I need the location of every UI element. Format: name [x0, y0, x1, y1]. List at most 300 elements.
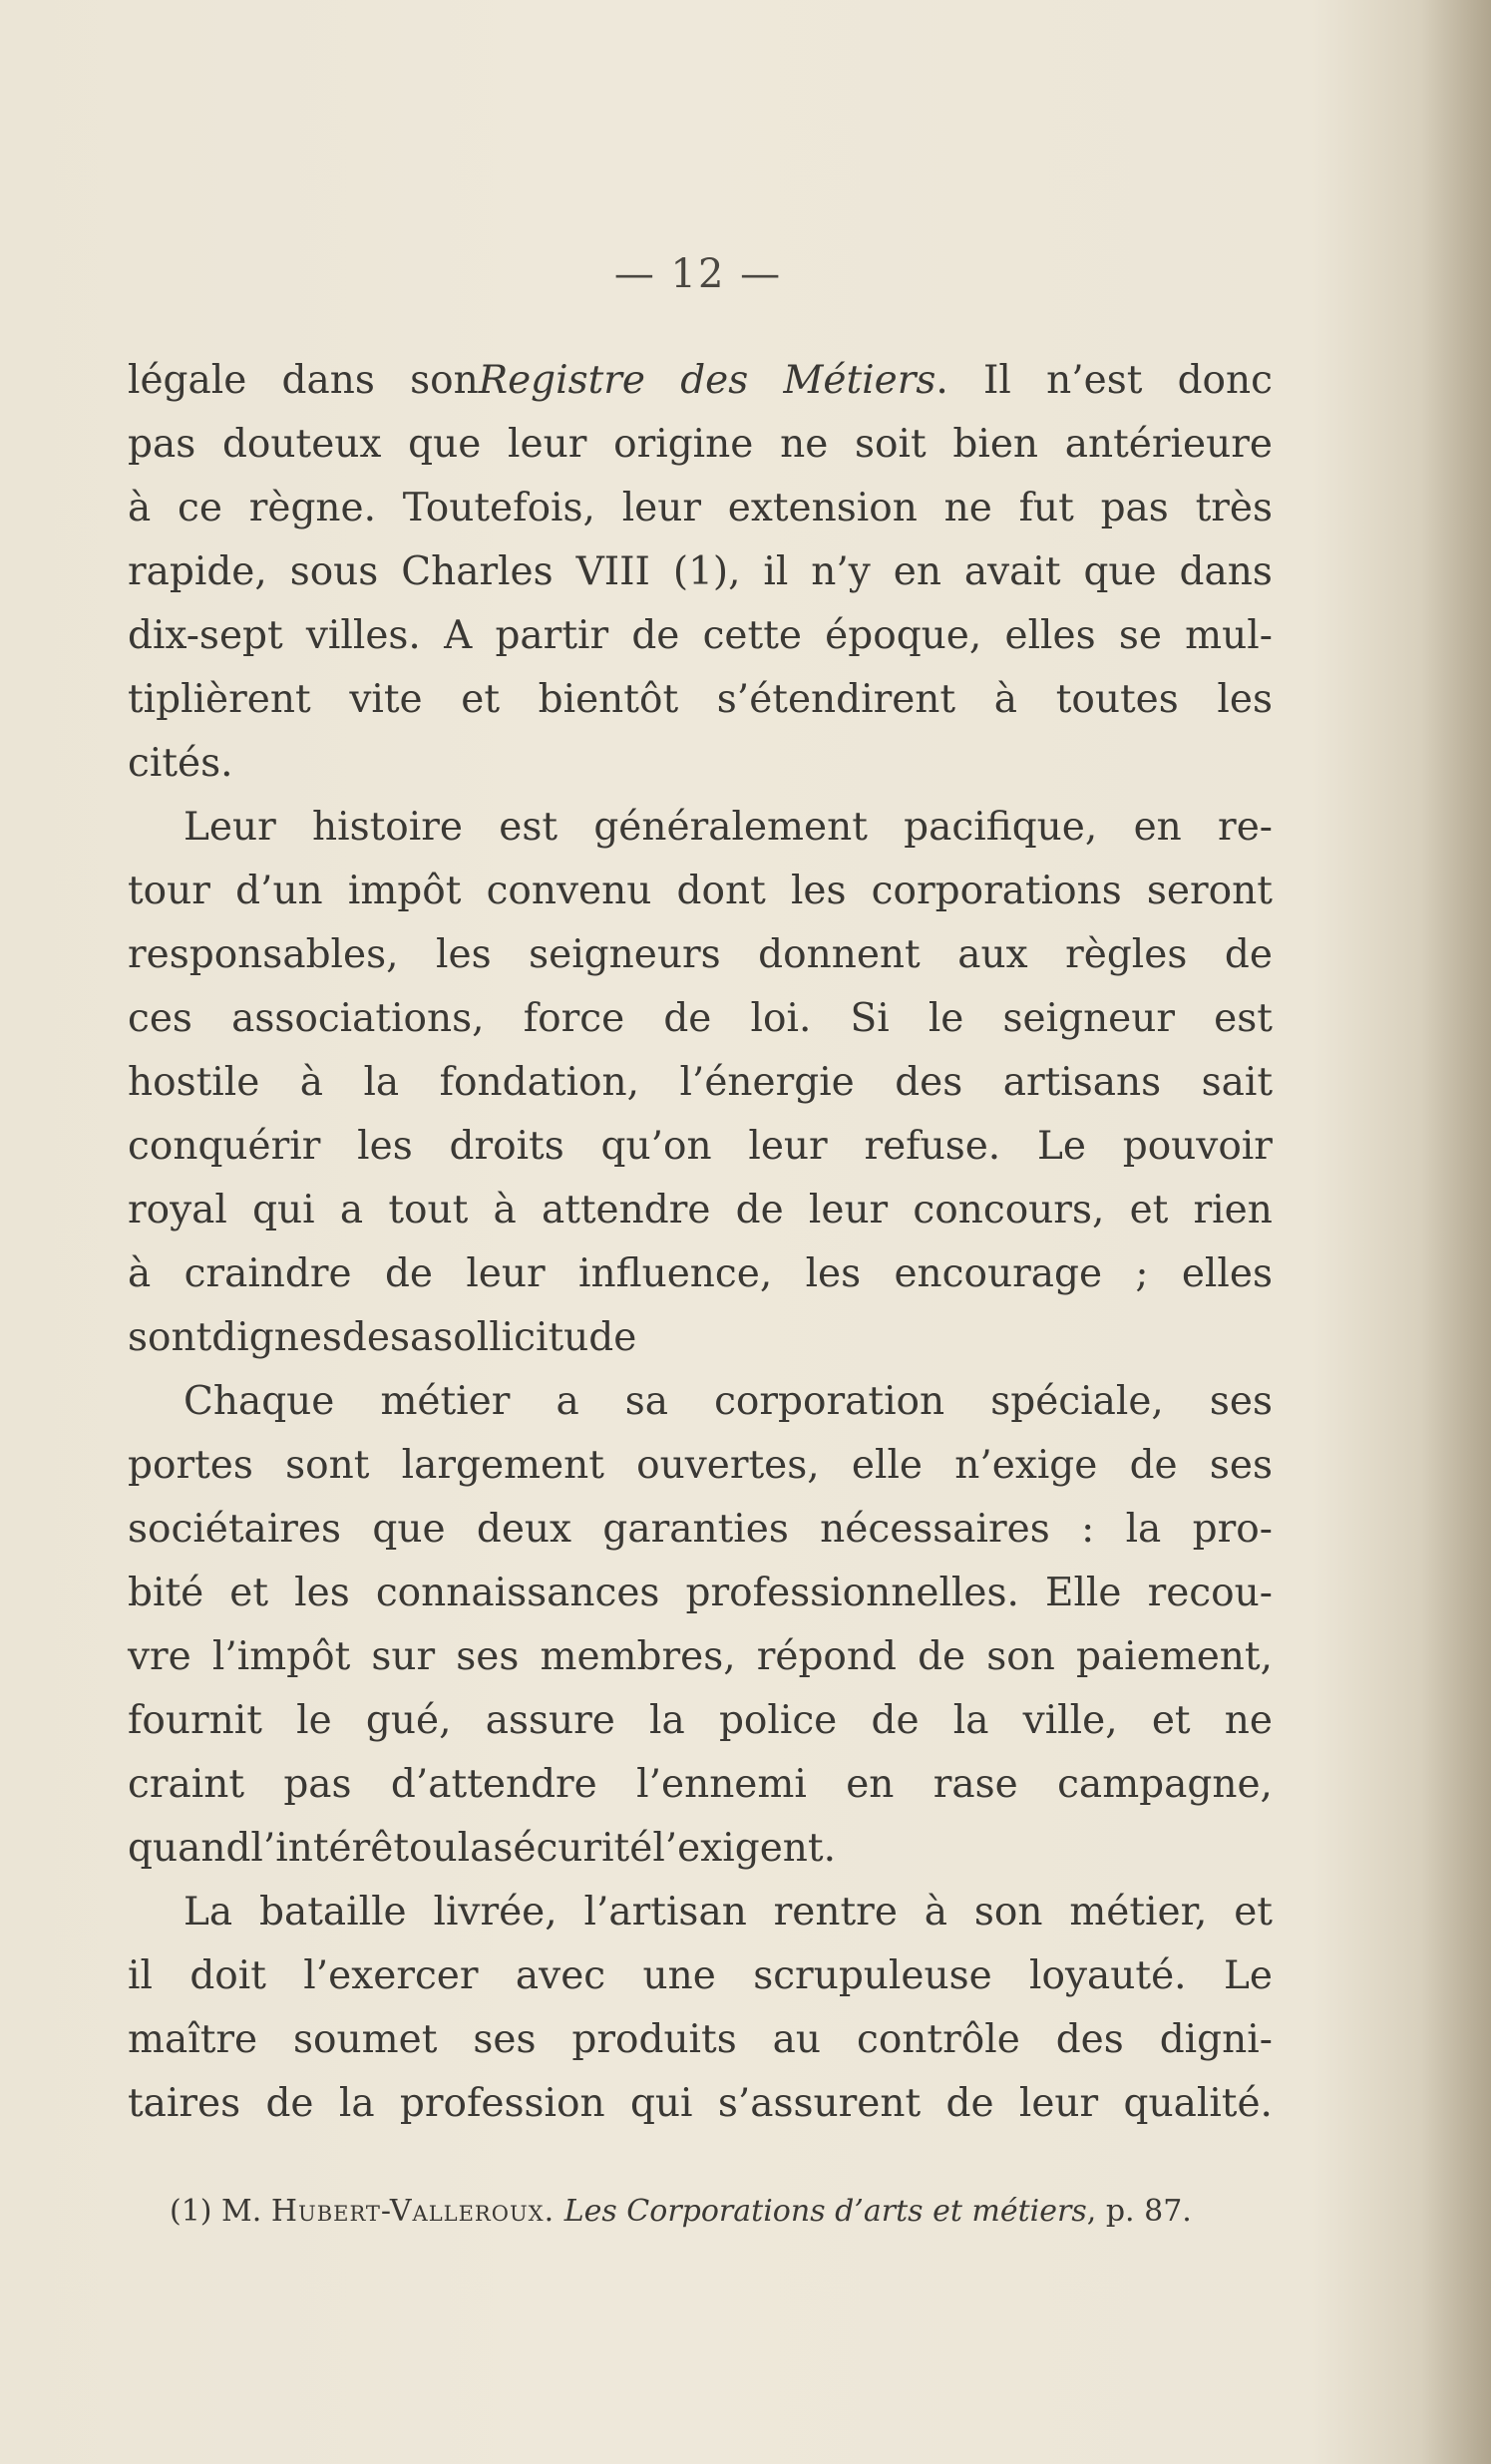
word-part: (1), — [672, 549, 741, 594]
word-part: rase — [932, 1762, 1018, 1807]
word-part: métier — [380, 1379, 511, 1424]
text-line — [128, 1498, 1273, 1562]
word-part: a — [556, 1379, 579, 1424]
word — [542, 1179, 710, 1242]
word-part: corporation — [714, 1379, 945, 1424]
word-part: la — [952, 1698, 989, 1743]
word-part: ses — [473, 2017, 537, 2062]
word — [953, 1689, 989, 1753]
word — [751, 987, 812, 1051]
word — [1123, 1115, 1273, 1179]
word-part: la — [649, 1698, 685, 1743]
word-part: A — [444, 613, 473, 658]
word-part: pouvoir — [1122, 1124, 1273, 1169]
word — [1023, 1689, 1118, 1753]
word-part: dont — [676, 869, 766, 913]
word-part: partir — [495, 613, 609, 658]
word — [820, 1498, 1050, 1562]
word — [719, 1689, 837, 1753]
word — [1124, 2072, 1273, 2136]
word-part: histoire — [312, 805, 463, 850]
word — [636, 1434, 820, 1498]
word-part: il — [128, 1953, 153, 1998]
word — [128, 987, 192, 1051]
word-part: dix-sept — [128, 613, 283, 658]
word — [128, 1689, 262, 1753]
word-part: mul- — [1185, 613, 1273, 658]
word — [857, 2008, 1020, 2072]
word — [649, 1689, 685, 1753]
text-line — [128, 2008, 1273, 2072]
text-line — [128, 1944, 1273, 2008]
word-part: elle — [851, 1443, 923, 1488]
word-part: elles — [1181, 1251, 1273, 1296]
word-part: leur — [466, 1251, 546, 1296]
italic-word: des — [680, 358, 749, 403]
word — [300, 1051, 323, 1115]
word-part: à — [299, 1060, 324, 1105]
word — [895, 1051, 962, 1115]
word-part: loi. — [750, 996, 812, 1041]
word — [1019, 2072, 1098, 2136]
word-part: ses — [456, 1634, 520, 1679]
word — [539, 668, 678, 732]
word-part: sa — [624, 1379, 669, 1424]
word-part: métier, — [1069, 1890, 1208, 1935]
word-part: toutes — [1055, 677, 1179, 722]
word — [493, 1179, 516, 1242]
word — [1065, 923, 1187, 987]
word-part: se — [1118, 613, 1162, 658]
word-part: Si — [850, 996, 890, 1041]
word-part: de — [945, 2081, 994, 2126]
word — [1057, 1753, 1273, 1817]
word — [1148, 1562, 1273, 1625]
word-part: le — [296, 1698, 332, 1743]
word-part: leur — [1018, 2081, 1099, 2126]
text-line — [128, 1306, 1273, 1370]
word — [128, 668, 311, 732]
word-part: Chaque — [184, 1379, 335, 1424]
word — [753, 1944, 991, 2008]
word-part: de — [265, 2081, 314, 2126]
word — [852, 1434, 923, 1498]
word-part: paiement, — [1075, 1634, 1273, 1679]
word — [410, 349, 645, 413]
word — [1083, 540, 1156, 604]
word — [128, 1817, 250, 1881]
word-part: : — [1081, 1507, 1095, 1552]
word — [1160, 2008, 1273, 2072]
word-part: doit — [189, 1953, 266, 1998]
word-part: royal — [128, 1188, 227, 1232]
word-part: aux — [957, 932, 1028, 977]
word-part: vre — [128, 1634, 191, 1679]
word — [128, 860, 210, 923]
word — [433, 1881, 557, 1944]
word-part: et — [229, 1571, 269, 1615]
word-part: seigneurs — [529, 932, 721, 977]
word — [128, 732, 232, 796]
word-part: ce — [178, 486, 222, 530]
word — [340, 1179, 363, 1242]
word-part: attendre — [541, 1188, 711, 1232]
word-part: à — [993, 677, 1018, 722]
word — [400, 2072, 605, 2136]
word — [348, 860, 462, 923]
word — [601, 1115, 712, 1179]
word-part: Le — [1036, 1124, 1086, 1169]
word-part: garanties — [602, 1507, 789, 1552]
word — [493, 1817, 652, 1881]
word — [584, 1881, 747, 1944]
text-line — [128, 477, 1273, 540]
word — [1180, 540, 1273, 604]
word — [376, 1562, 660, 1625]
word — [128, 2072, 240, 2136]
text-line — [128, 540, 1273, 604]
word — [212, 1625, 350, 1689]
word-part: il — [763, 549, 789, 594]
word-part: l’artisan — [583, 1890, 747, 1935]
word — [388, 1179, 468, 1242]
word-part: et — [1129, 1188, 1169, 1232]
word — [524, 987, 624, 1051]
word-part: qualité. — [1123, 2081, 1273, 2126]
word — [540, 1625, 735, 1689]
word-part: que — [408, 422, 482, 467]
word-part: donnent — [758, 932, 921, 977]
word — [357, 1115, 413, 1179]
word-part: d’un — [235, 869, 323, 913]
word — [871, 1689, 919, 1753]
word-part: recou- — [1147, 1571, 1273, 1615]
word — [630, 2072, 693, 2136]
word-part: concours, — [913, 1188, 1105, 1232]
word — [128, 1434, 253, 1498]
word-part: généralement — [593, 805, 868, 850]
word-part: deux — [476, 1507, 572, 1552]
word-part: pas — [1100, 486, 1169, 530]
word — [250, 1817, 409, 1881]
word — [409, 1817, 458, 1881]
word-part: de — [918, 1634, 966, 1679]
word — [576, 540, 650, 604]
footnote-title: Les Corporations d’arts et métiers — [563, 2194, 1087, 2229]
page-gutter-shadow — [1421, 0, 1491, 2464]
word-part: s’assurent — [717, 2081, 922, 2126]
word-part: portes — [128, 1443, 253, 1488]
word-part: sur — [371, 1634, 436, 1679]
text-line — [128, 1370, 1273, 1434]
word — [631, 604, 679, 668]
word — [477, 1498, 571, 1562]
word — [178, 477, 222, 540]
word — [763, 540, 788, 604]
word-part: refuse. — [864, 1124, 1001, 1169]
word — [783, 349, 947, 413]
word — [440, 1051, 639, 1115]
word-part: de — [384, 1251, 433, 1296]
word-part: avait — [963, 549, 1061, 594]
word — [929, 987, 964, 1051]
word-part: très — [1195, 486, 1273, 530]
word — [282, 349, 375, 413]
word — [487, 860, 652, 923]
word-part: règne. — [248, 486, 377, 530]
word-part: l’impôt — [211, 1634, 351, 1679]
word — [128, 2008, 257, 2072]
word-part: son — [986, 1634, 1055, 1679]
word-part: une — [642, 1953, 716, 1998]
word — [994, 668, 1017, 732]
word — [1196, 477, 1273, 540]
word-part: spéciale, — [990, 1379, 1164, 1424]
word — [1130, 1179, 1169, 1242]
word-part: qui — [252, 1188, 315, 1232]
text-line — [128, 1881, 1273, 1944]
word — [211, 1306, 342, 1370]
word-part: villes. — [305, 613, 421, 658]
word — [1046, 349, 1142, 413]
word-part: Elle — [1044, 1571, 1122, 1615]
word — [1004, 604, 1095, 668]
word-part: légale — [128, 358, 247, 403]
word — [1210, 1434, 1273, 1498]
word — [436, 923, 492, 987]
word — [1210, 1370, 1273, 1434]
word — [1019, 477, 1074, 540]
word-part: leur — [508, 422, 587, 467]
word — [185, 1242, 352, 1306]
word — [1224, 1944, 1273, 2008]
word-part: dignes — [211, 1315, 342, 1360]
word — [1202, 1051, 1273, 1115]
word-part: scrupuleuse — [753, 1953, 992, 1998]
word — [184, 1881, 232, 1944]
text-line — [128, 860, 1273, 923]
word-part: elles — [1004, 613, 1096, 658]
word — [473, 2008, 536, 2072]
word-part: de — [663, 996, 712, 1041]
word — [990, 1370, 1164, 1434]
word — [986, 1625, 1055, 1689]
word — [128, 1498, 341, 1562]
text-line — [128, 987, 1273, 1051]
word — [285, 1434, 369, 1498]
word — [372, 1498, 445, 1562]
word-part: nécessaires — [820, 1507, 1050, 1552]
text-line — [128, 923, 1273, 987]
text-line — [128, 2072, 1273, 2136]
word — [516, 1944, 605, 2008]
word — [466, 1242, 545, 1306]
word — [128, 477, 151, 540]
word-part: campagne, — [1057, 1762, 1273, 1807]
word — [128, 413, 195, 477]
word — [222, 413, 381, 477]
word-part: ces — [128, 996, 192, 1041]
word-part: de — [735, 1188, 784, 1232]
word — [449, 1115, 563, 1179]
word-part: des — [895, 1060, 963, 1105]
word — [1185, 604, 1273, 668]
word — [872, 860, 1122, 923]
word-part: rapide, — [128, 549, 267, 594]
word-part: Il — [983, 358, 1011, 403]
word — [811, 540, 871, 604]
word — [964, 540, 1061, 604]
footnote-marker: (1) — [170, 2194, 212, 2229]
word — [945, 2072, 993, 2136]
word — [944, 477, 992, 540]
word-part: bien — [952, 422, 1039, 467]
word — [1029, 1944, 1187, 2008]
word-part: que — [1083, 549, 1157, 594]
word-part: qui — [629, 2081, 693, 2126]
word-part: est — [499, 805, 559, 850]
word — [925, 1881, 947, 1944]
word-part: craint — [128, 1762, 244, 1807]
word — [855, 413, 927, 477]
italic-word: Registre — [478, 358, 646, 403]
word — [864, 1115, 1000, 1179]
word-part: ou — [409, 1826, 458, 1871]
word — [1147, 860, 1273, 923]
word-part: sa — [389, 1315, 434, 1360]
word-part: dans — [281, 358, 375, 403]
word — [128, 1944, 153, 2008]
word-part: d’attendre — [390, 1762, 597, 1807]
word — [303, 1944, 478, 2008]
italic-word: Métiers — [783, 358, 936, 403]
word — [809, 1179, 888, 1242]
word — [1045, 1562, 1122, 1625]
word-part: pas — [283, 1762, 352, 1807]
word-part: la — [457, 1826, 494, 1871]
word — [1003, 987, 1176, 1051]
word-part: digni- — [1159, 2017, 1273, 2062]
word-part: les — [805, 1251, 862, 1296]
word-part: produits — [571, 2017, 737, 2062]
word-part: répond — [756, 1634, 897, 1679]
word — [128, 349, 246, 413]
text-line — [128, 796, 1273, 860]
word-part: à — [128, 1251, 152, 1296]
word — [380, 1370, 510, 1434]
word — [673, 540, 741, 604]
word — [954, 1434, 1097, 1498]
word — [1069, 1881, 1207, 1944]
word-part: impôt — [347, 869, 462, 913]
word — [1037, 1115, 1086, 1179]
word — [918, 1625, 965, 1689]
word-part: quand — [128, 1826, 251, 1871]
footnote-page: , p. 87. — [1086, 2194, 1192, 2229]
word-part: son — [973, 1890, 1043, 1935]
word — [952, 413, 1038, 477]
word-part: est — [1214, 996, 1273, 1041]
text-line — [128, 1625, 1273, 1689]
word-part: extension — [727, 486, 918, 530]
word — [1056, 2008, 1124, 2072]
word-part: fournit — [128, 1698, 262, 1743]
word-part: les — [790, 869, 847, 913]
word — [495, 604, 608, 668]
word-part: leur — [621, 486, 702, 530]
word-part: re- — [1218, 805, 1273, 850]
text-line — [128, 1817, 1273, 1881]
word-part: responsables, — [128, 932, 399, 977]
word — [296, 1689, 332, 1753]
word — [235, 860, 323, 923]
word-part: ; — [1135, 1251, 1149, 1296]
word — [578, 1242, 772, 1306]
word — [894, 540, 941, 604]
word — [757, 1625, 897, 1689]
word — [983, 349, 1011, 413]
word — [718, 2072, 921, 2136]
word — [1003, 1051, 1161, 1115]
word — [283, 1753, 351, 1817]
word-part: contrôle — [856, 2017, 1020, 2062]
word — [663, 987, 711, 1051]
word-part: en — [893, 549, 941, 594]
word-part: à — [493, 1188, 517, 1232]
word-part: à — [128, 486, 152, 530]
word-part: que — [372, 1507, 446, 1552]
word-part: bité — [128, 1571, 204, 1615]
word — [703, 604, 802, 668]
word — [850, 987, 889, 1051]
word — [128, 1179, 227, 1242]
word-part: taires — [128, 2081, 241, 2126]
word — [1218, 796, 1273, 860]
word — [312, 796, 463, 860]
footnote — [170, 2194, 1273, 2229]
word — [249, 477, 376, 540]
word-part: s’étendirent — [716, 677, 956, 722]
word-part: leur — [748, 1124, 828, 1169]
word-part: a — [339, 1188, 364, 1232]
text-line — [128, 1179, 1273, 1242]
word-part: les — [436, 932, 492, 977]
word — [184, 796, 276, 860]
word-part: tiplièrent — [128, 677, 311, 722]
text-line — [128, 732, 1273, 796]
page-number: — 12 — — [613, 251, 783, 297]
word — [128, 1242, 151, 1306]
word — [231, 987, 484, 1051]
word — [1225, 1689, 1273, 1753]
word-part: au — [772, 2017, 822, 2062]
word-part: sécurité — [493, 1826, 653, 1871]
word-part: origine — [613, 422, 754, 467]
word-part: conquérir — [128, 1124, 321, 1169]
word — [904, 796, 1097, 860]
word — [1130, 1434, 1178, 1498]
word-part: de — [341, 1315, 390, 1360]
word — [748, 1115, 827, 1179]
word-part: sous — [289, 549, 379, 594]
word — [791, 860, 847, 923]
word-part: droits — [449, 1124, 564, 1169]
word-part: en — [846, 1762, 895, 1807]
word-part: la — [363, 1060, 400, 1105]
word — [128, 1115, 320, 1179]
word-part: ses — [1209, 1379, 1273, 1424]
word-part: largement — [401, 1443, 604, 1488]
